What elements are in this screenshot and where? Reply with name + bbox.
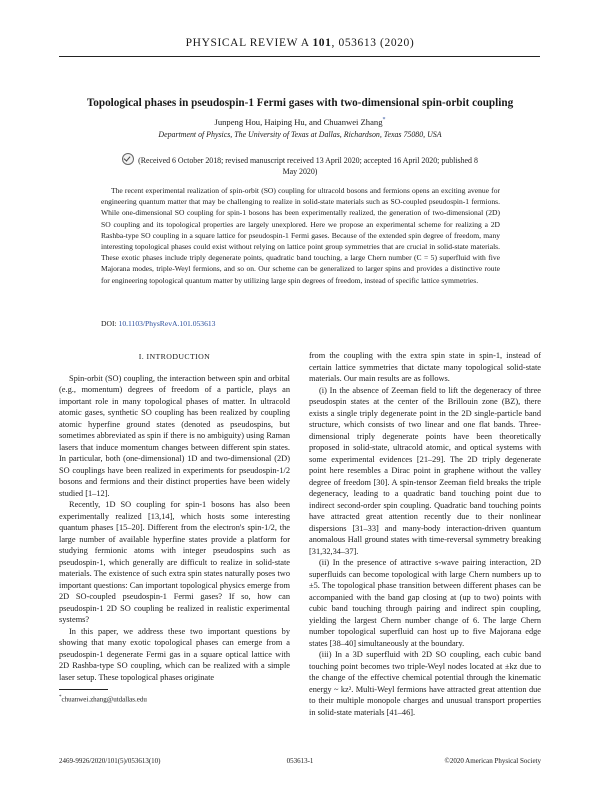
doi-label: DOI: bbox=[101, 319, 117, 328]
author-list bbox=[0, 117, 600, 127]
footer-page-number: 053613-1 bbox=[286, 757, 314, 765]
paragraph: (i) In the absence of Zeeman field to lift the degeneracy of three pseudospin states at the center of the Brillouin zone (BZ), there exists a single triply degenerate point in the 2D single-particle band structure, which consists of two linear and one flat bands. Three-dimensional triply degenerate points have been theoretically proposed in solid-state, ultracold atomic, and optical systems with some experimental evidences [21–29]. The 2D triply degenerate point here resembles a Dirac point in graphene without the valley degree of freedom [30]. A spin-tensor Zeeman field breaks the triple degeneracy, leading to a quadratic band touching point due to indirect second-order spin coupling. Quadratic band touching points have attracted great attention recently due to their nonlinear dispersions [31–33] and many-body interaction-driven quantum anomalous Hall ground states with time-reversal symmetry breaking [31,32,34–37]. bbox=[309, 385, 541, 556]
footer-issn: 2469-9926/2020/101(5)/053613(10) bbox=[59, 757, 161, 765]
paragraph: Spin-orbit (SO) coupling, the interaction between spin and orbital (e.g., momentum) degrees of freedom of a particle, plays an important role in many topological phases of matter. In ultracold atomic gases, synthetic SO coupling has been realized by coupling atomic hyperfine ground states (denoted as pseudospins, but sometimes abbreviated as spin if there is no ambiguity) using Raman lasers that induce momentum changes between different spin states. In particular, both (one-dimensional) 1D and two-dimensional (2D) SO couplings have been realized in experiments for pseudospin-1/2 bosons and fermions and their distinct properties have been widely studied [1–12]. bbox=[59, 373, 290, 498]
paragraph: from the coupling with the extra spin state in spin-1, instead of certain lattice symmetries that dictate many topological solid-state materials. Our main results are as follows. bbox=[309, 351, 541, 383]
corresponding-author-link[interactable]: * bbox=[382, 117, 386, 124]
footnote bbox=[59, 695, 147, 703]
article-number: 053613 (2020) bbox=[338, 37, 415, 49]
paper-title: Topological phases in pseudospin-1 Fermi gases with two-dimensional spin-orbit coupling bbox=[86, 97, 514, 109]
doi-line bbox=[101, 319, 215, 328]
left-column bbox=[59, 351, 290, 683]
journal-volume: 101 bbox=[312, 37, 332, 49]
right-column bbox=[309, 350, 541, 718]
footnote-rule bbox=[59, 689, 108, 690]
authors-text: Junpeng Hou, Haiping Hu, and Chuanwei Zhang bbox=[214, 117, 383, 127]
section-heading: I. INTRODUCTION bbox=[138, 352, 211, 361]
affiliation: Department of Physics, The University of Texas at Dallas, Richardson, Texas 75080, USA bbox=[158, 130, 442, 139]
running-header: PHYSICAL REVIEW A 101, 053613 (2020) bbox=[185, 37, 415, 49]
publication-history bbox=[120, 153, 480, 177]
footnote-mark: * bbox=[59, 695, 62, 700]
author-email[interactable]: chuanwei.zhang@utdallas.edu bbox=[61, 695, 147, 704]
check-for-updates-icon[interactable] bbox=[122, 153, 134, 165]
dates-text: (Received 6 October 2018; revised manuscript received 13 April 2020; accepted 16 April 2020; published 8 May 2020) bbox=[138, 156, 478, 176]
paragraph: Recently, 1D SO coupling for spin-1 bosons has also been experimentally realized [13,14], which hosts some interesting quantum phases [15–20]. Different from the electron's spin-1/2, the large number of available hyperfine states provide a platform for studying fermionic atoms with integer pseudospins such as pseudospin-1, which generally are difficult to realize in solid-state materials. The existence of such extra spin states naturally poses two important questions: Can important topological physics emerge from 2D SO-coupled pseudospin-1 Fermi gases? If so, how can pseudospin-1 2D SO coupling be realized in realistic experimental systems? bbox=[59, 500, 290, 624]
paragraph: (iii) In a 3D superfluid with 2D SO coupling, each cubic band touching point becomes two triple-Weyl nodes located at ±kz due to the change of the effective chemical potential through the kinematic energy ~ kz². Multi-Weyl fermions have attracted great attention due to their multiple monopole charges and unusual transport properties in solid-state materials [41–46]. bbox=[309, 650, 541, 717]
doi-link[interactable]: 10.1103/PhysRevA.101.053613 bbox=[118, 319, 216, 328]
footer-copyright: ©2020 American Physical Society bbox=[444, 757, 541, 765]
paragraph: In this paper, we address these two important questions by showing that many exotic topological phases can emerge from a pseudospin-1 degenerate Fermi gas in a square optical lattice with 2D Rashba-type SO coupling, which can be realized with a simple laser setup. These topological phases originate bbox=[59, 626, 290, 682]
abstract: The recent experimental realization of spin-orbit (SO) coupling for ultracold bosons and fermions opens an exciting avenue for engineering quantum matter that may be challenging to realize in solid-state materials such as SO-coupled pseudospin-1 fermions. While one-dimensional SO coupling for spin-1 bosons has been experimentally realized, the generation of two-dimensional (2D) SO coupling and its topological properties are largely unexplored. Here we propose an experimental scheme for realizing a 2D Rashba-type SO coupling in a square lattice for pseudospin-1 Fermi gases. Because of the extended spin degree of freedom, many interesting topological phases could exist without relying on lattice point group symmetries that are crucial in solid-state materials. These exotic phases include triply degenerate points, quadratic band touching, a large Chern number (C = 5) superfluid with five Majorana modes, triple-Weyl fermions, and so on. Our scheme can be generalized to larger spins and provides a distinctive route for engineering topological quantum matter by utilizing large spin degrees of freedom, instead of specific lattice symmetries. bbox=[101, 186, 500, 285]
paragraph: (ii) In the presence of attractive s-wave pairing interaction, 2D superfluids can become topological with large Chern numbers up to ±5. The topological phase transition between different phases can be accompanied with the band gap closing at (up to two) points with cubic band touching through pairing and indirect spin coupling, yielding the largest Chern number change of 6. The large Chern number topological superfluid can host up to five Majorana edge states [38–40] simultaneously at the boundary. bbox=[309, 558, 541, 648]
journal-name: PHYSICAL REVIEW A bbox=[185, 37, 309, 49]
header-rule bbox=[59, 56, 540, 57]
